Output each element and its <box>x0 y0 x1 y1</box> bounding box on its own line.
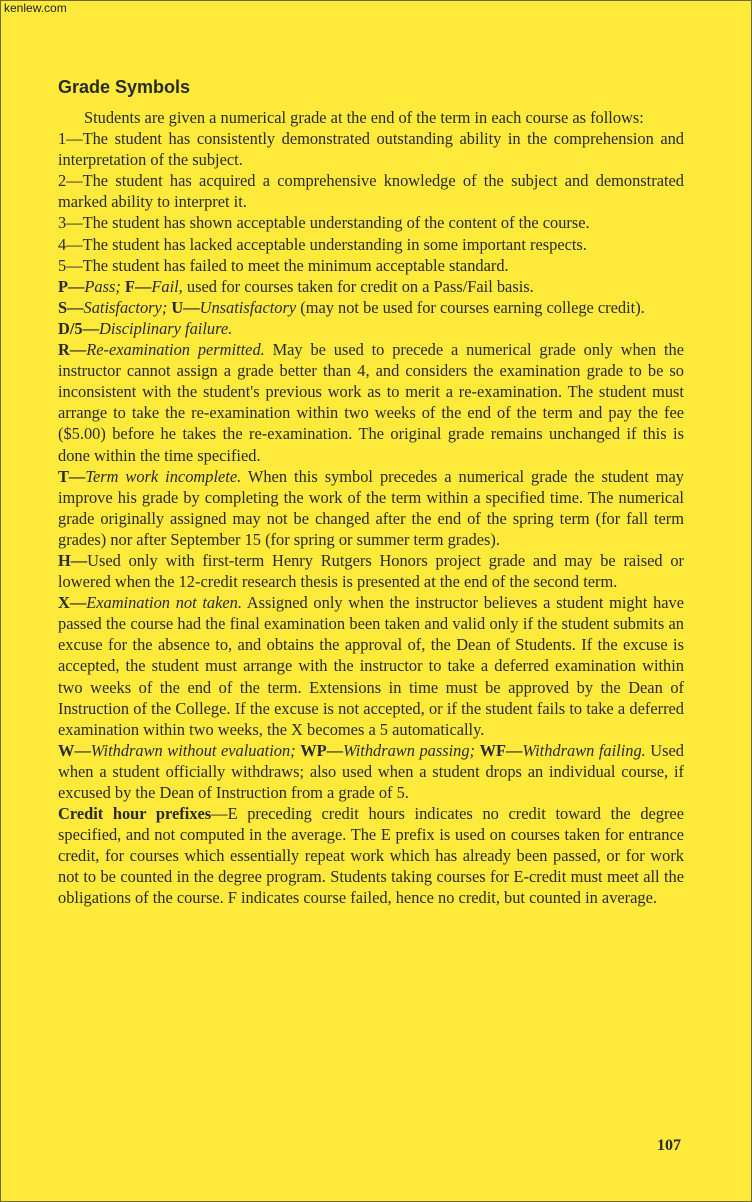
grade-1 <box>58 128 684 170</box>
credit-hour-prefixes <box>58 803 684 908</box>
symbol-pass-fail <box>58 276 684 297</box>
grade-3 <box>58 212 684 233</box>
symbol-reexamination <box>58 339 684 466</box>
grade-code: 3— <box>58 213 83 233</box>
intro-paragraph: Students are given a numerical grade at the end of the term in each course as follows: <box>84 108 644 127</box>
symbol-code: X— <box>58 593 87 613</box>
symbol-text: May be used to precede a numerical grade only when the instructor cannot assign a grade better than 4, and considers the examination grade to be so inconsistent with the student's previous work as to merit a re-examination. The student must arrange to take the re-examination within two weeks of the end of the term and pay the fee ($5.00) before he takes the re-examination. The original grade remains unchanged if this is done within the time specified. <box>58 340 684 465</box>
symbol-name: Examination not taken. <box>86 593 242 613</box>
symbol-name: Pass; <box>84 276 121 296</box>
grade-text: The student has shown acceptable understanding of the content of the course. <box>82 213 590 233</box>
symbol-code: U— <box>171 297 200 317</box>
symbol-code: F— <box>124 276 152 296</box>
symbol-term-incomplete <box>58 466 684 550</box>
symbol-code: T— <box>58 466 86 486</box>
symbol-name: Fail, <box>151 276 183 296</box>
grade-code: 2— <box>58 171 83 191</box>
symbol-name: Disciplinary failure. <box>98 318 233 338</box>
grade-code: 1— <box>58 129 83 149</box>
symbol-name: Term work incomplete. <box>85 466 242 486</box>
symbol-disciplinary <box>58 318 684 339</box>
grade-4 <box>58 234 684 255</box>
grade-text: The student has lacked acceptable understanding in some important respects. <box>82 234 587 254</box>
symbol-text: Assigned only when the instructor believes a student might have passed the course had the final examination been taken and valid only if the student submits an excuse for the absence to, and obtains the approval of, the Dean of Students. If the excuse is accepted, the student must arrange with the instructor to take a deferred examination within two weeks of the end of the term. Extensions in time must be approved by the Dean of Instruction of the College. If the excuse is not accepted, or if the student fails to take a deferred examination within two weeks, the X becomes a 5 automatically. <box>58 593 685 739</box>
symbol-text: (may not be used for courses earning college credit). <box>296 297 645 317</box>
credit-text: —E preceding credit hours indicates no credit toward the degree specified, and not computed in the average. The E prefix is used on courses taken for entrance credit, for courses which essentially repeat work which has already been passed, or for work not to be counted in the degree program. Students taking courses for E-credit must meet all the obligations of the course. F indicates course failed, hence no credit, but counted in average. <box>58 804 684 908</box>
grade-code: 4— <box>58 234 83 254</box>
symbol-code: D/5— <box>58 318 99 338</box>
symbol-code: W— <box>58 740 91 760</box>
symbol-satisfactory <box>58 297 684 318</box>
grade-text: The student has failed to meet the minimum acceptable standard. <box>82 255 509 275</box>
symbol-name: Withdrawn passing; <box>342 740 476 760</box>
symbol-text: Used only with first-term Henry Rutgers Honors project grade and may be raised or lowered when the 12-credit research thesis is presented at the end of the second term. <box>58 550 684 592</box>
page-heading: Grade Symbols <box>58 77 191 97</box>
symbol-name: Withdrawn without evaluation; <box>90 740 296 760</box>
credit-label: Credit hour prefixes <box>58 804 212 824</box>
symbol-code: S— <box>58 297 84 317</box>
symbol-code: WP— <box>300 740 343 760</box>
symbol-name: Unsatisfactory <box>199 297 297 317</box>
watermark: kenlew.com <box>4 1 67 15</box>
grade-code: 5— <box>58 255 83 275</box>
symbol-text: used for courses taken for credit on a Pass/Fail basis. <box>182 276 534 296</box>
symbol-text: Used when a student officially withdraws; also used when a student drops an individual course, if excused by the Dean of Instruction from a grade of 5. <box>58 740 684 802</box>
symbol-code: H— <box>58 550 88 570</box>
grade-text: The student has consistently demonstrated outstanding ability in the comprehension and interpretation of the subject. <box>58 129 684 170</box>
symbol-name: Satisfactory; <box>83 297 168 317</box>
symbol-honors <box>58 550 684 592</box>
grade-2 <box>58 170 684 212</box>
symbol-name: Re-examination permitted. <box>86 340 265 360</box>
grade-5 <box>58 255 684 276</box>
symbol-exam-not-taken <box>58 592 684 740</box>
symbol-code: WF— <box>479 740 523 760</box>
grade-text: The student has acquired a comprehensive knowledge of the subject and demonstrated marked ability to interpret it. <box>58 171 684 212</box>
symbol-text: When this symbol precedes a numerical grade the student may improve his grade by completing the work of the term within a specified time. The numerical grade originally assigned may not be changed after the end of the spring term (for fall term grades) nor after September 15 (for spring or summer term grades). <box>58 466 684 549</box>
symbol-name: Withdrawn failing. <box>522 740 646 760</box>
body-text <box>58 107 684 909</box>
symbol-code: P— <box>58 276 85 296</box>
symbol-code: R— <box>58 340 87 360</box>
page-number: 107 <box>657 1137 681 1154</box>
symbol-withdrawn <box>58 740 684 803</box>
